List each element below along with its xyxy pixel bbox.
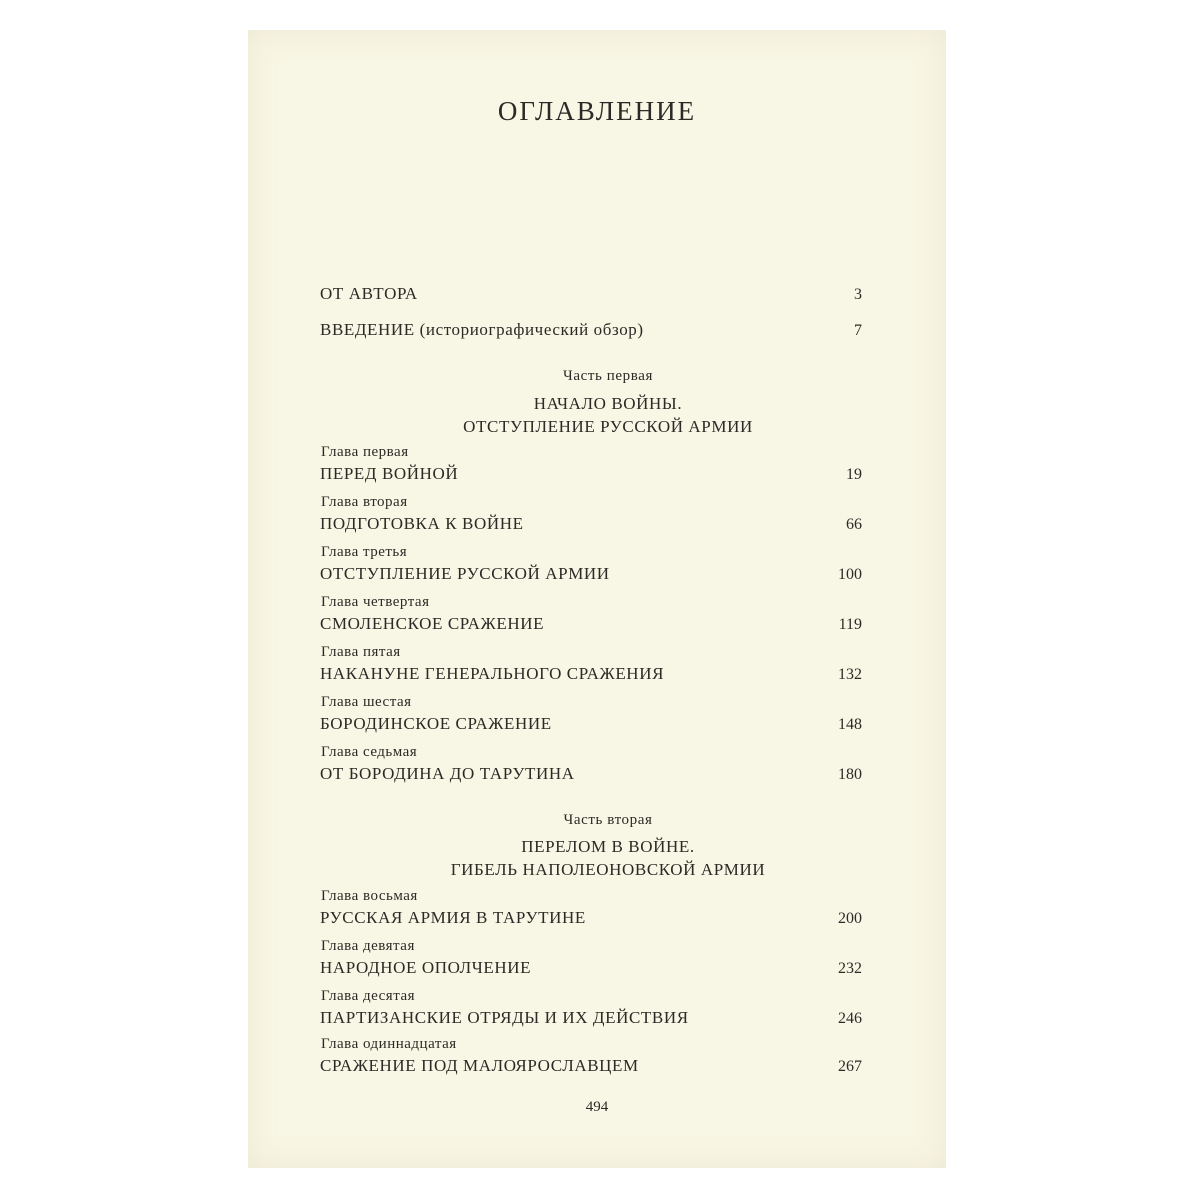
toc-entry-title: ОТ АВТОРА [320, 284, 418, 303]
toc-entry-title: РУССКАЯ АРМИЯ В ТАРУТИНЕ [320, 908, 586, 927]
part1-label: Часть первая [562, 368, 654, 384]
chapter-label: Глава десятая [321, 988, 415, 1004]
toc-entry-page: 232 [838, 960, 862, 977]
toc-entry-chapter-4 [320, 614, 862, 634]
toc-entry-chapter-2 [320, 514, 862, 534]
toc-entry-title: СРАЖЕНИЕ ПОД МАЛОЯРОСЛАВЦЕМ [320, 1056, 639, 1075]
toc-entry-title: ВВЕДЕНИЕ (историографический обзор) [320, 320, 644, 339]
toc-entry-title: ОТСТУПЛЕНИЕ РУССКОЙ АРМИИ [320, 564, 610, 583]
chapter-label: Глава пятая [321, 644, 401, 660]
toc-entry-page: 246 [838, 1010, 862, 1027]
toc-entry-page: 3 [854, 286, 862, 303]
chapter-label: Глава девятая [321, 938, 415, 954]
toc-entry-chapter-7 [320, 764, 862, 784]
toc-entry-page: 148 [838, 716, 862, 733]
toc-entry-page: 267 [838, 1058, 862, 1075]
book-page [248, 30, 946, 1168]
chapter-label: Глава первая [321, 444, 409, 460]
chapter-label: Глава восьмая [321, 888, 418, 904]
toc-entry-chapter-11 [320, 1056, 862, 1076]
toc-entry-page: 132 [838, 666, 862, 683]
toc-entry-page: 19 [846, 466, 862, 483]
toc-entry-title: СМОЛЕНСКОЕ СРАЖЕНИЕ [320, 614, 545, 633]
chapter-label: Глава шестая [321, 694, 412, 710]
toc-entry-chapter-8 [320, 908, 862, 928]
toc-entry-page: 200 [838, 910, 862, 927]
toc-entry-introduction [320, 320, 862, 340]
toc-entry-page: 66 [846, 516, 862, 533]
toc-entry-author [320, 284, 862, 304]
toc-entry-page: 100 [838, 566, 862, 583]
toc-entry-title: ПАРТИЗАНСКИЕ ОТРЯДЫ И ИХ ДЕЙСТВИЯ [320, 1008, 689, 1027]
toc-entry-page: 119 [838, 616, 862, 633]
toc-entry-chapter-5 [320, 664, 862, 684]
chapter-label: Глава третья [321, 544, 408, 560]
chapter-label: Глава седьмая [321, 744, 418, 760]
page-number: 494 [585, 1099, 609, 1115]
chapter-label: Глава вторая [321, 494, 408, 510]
part1-title-line2: ОТСТУПЛЕНИЕ РУССКОЙ АРМИИ [463, 417, 753, 436]
toc-entry-page: 180 [838, 766, 862, 783]
chapter-label: Глава одиннадцатая [321, 1036, 457, 1052]
toc-entry-chapter-9 [320, 958, 862, 978]
toc-entry-page: 7 [854, 322, 862, 339]
toc-entry-title: ОТ БОРОДИНА ДО ТАРУТИНА [320, 764, 575, 783]
toc-entry-chapter-1 [320, 464, 862, 484]
toc-entry-title: БОРОДИНСКОЕ СРАЖЕНИЕ [320, 714, 552, 733]
page-title: ОГЛАВЛЕНИЕ [497, 96, 697, 126]
toc-entry-chapter-3 [320, 564, 862, 584]
part1-title-line1: НАЧАЛО ВОЙНЫ. [533, 394, 683, 413]
toc-entry-title: НАРОДНОЕ ОПОЛЧЕНИЕ [320, 958, 532, 977]
toc-entry-title: ПОДГОТОВКА К ВОЙНЕ [320, 514, 524, 533]
toc-entry-title: ПЕРЕД ВОЙНОЙ [320, 464, 459, 483]
part2-label: Часть вторая [563, 812, 653, 828]
toc-entry-chapter-10 [320, 1008, 862, 1028]
part2-title-line1: ПЕРЕЛОМ В ВОЙНЕ. [521, 837, 695, 856]
toc-entry-chapter-6 [320, 714, 862, 734]
part2-title-line2: ГИБЕЛЬ НАПОЛЕОНОВСКОЙ АРМИИ [450, 860, 766, 879]
toc-entry-title: НАКАНУНЕ ГЕНЕРАЛЬНОГО СРАЖЕНИЯ [320, 664, 665, 683]
chapter-label: Глава четвертая [321, 594, 430, 610]
